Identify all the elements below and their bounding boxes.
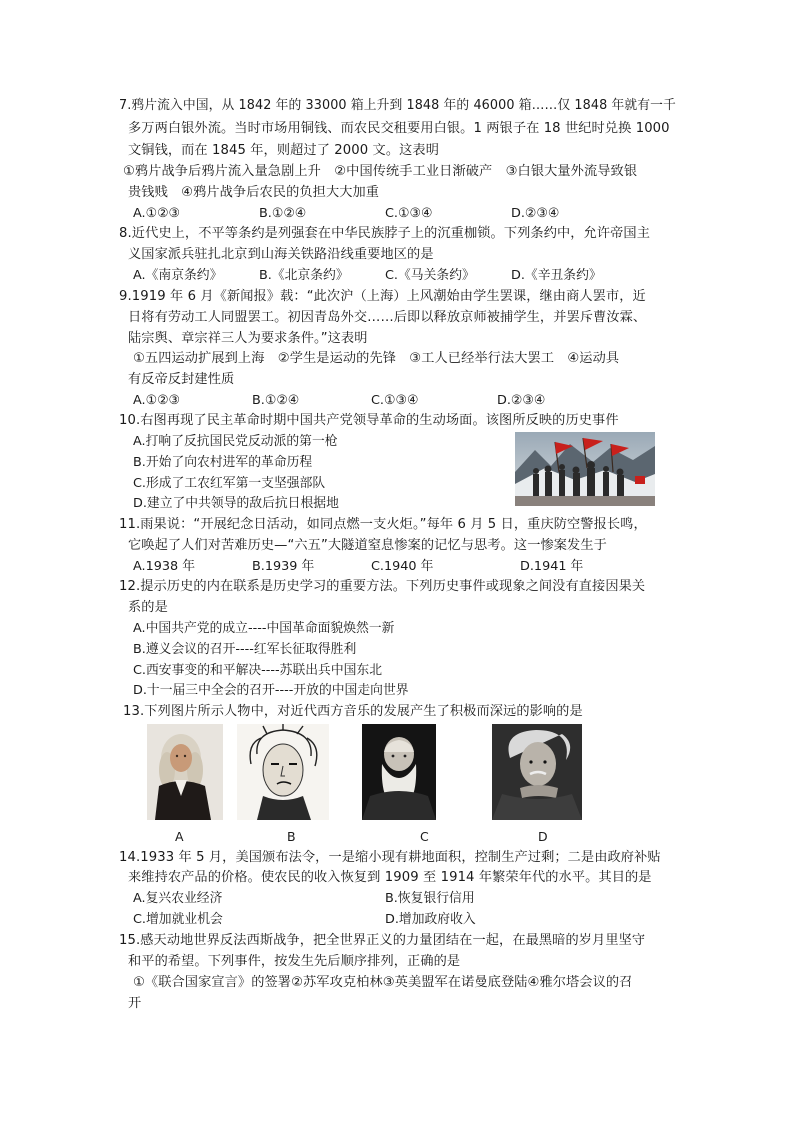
q11-option-b: B.1939 年	[252, 559, 315, 574]
q9-option-c: C.①③④	[371, 393, 419, 408]
q9-line-2: 日将有劳动工人同盟罢工。初因青岛外交……后即以释放京师被捕学生，并罢斥曹汝霖、	[128, 310, 647, 325]
q7-line-4: ①鸦片战争后鸦片流入量急剧上升 ②中国传统手工业日渐破产 ③白银大量外流导致银	[123, 164, 638, 179]
q10-option-d: D.建立了中共领导的敌后抗日根据地	[133, 496, 339, 511]
q8-option-c: C.《马关条约》	[385, 268, 475, 283]
q8-option-a: A.《南京条约》	[133, 268, 223, 283]
q14-option-d: D.增加政府收入	[385, 912, 476, 927]
q12-line-2: 系的是	[128, 600, 168, 615]
q15-line-1: 15.感天动地世界反法西斯战争，把全世界正义的力量团结在一起，在最黑暗的岁月里坚守	[119, 933, 646, 948]
q10-option-c: C.形成了工农红军第一支坚强部队	[133, 476, 326, 491]
q11-line-2: 它唤起了人们对苦难历史—“六五”大隧道窒息惨案的记忆与思考。这一惨案发生于	[128, 538, 607, 553]
q7-option-b: B.①②④	[259, 206, 307, 221]
q13-caption-c: C	[420, 829, 429, 844]
q13-portrait-a	[147, 724, 223, 820]
q13-caption-d: D	[538, 829, 548, 844]
q12-option-c: C.西安事变的和平解决----苏联出兵中国东北	[133, 663, 383, 678]
q10-option-b: B.开始了向农村进军的革命历程	[133, 455, 313, 470]
q9-line-4: ①五四运动扩展到上海 ②学生是运动的先锋 ③工人已经举行法大罢工 ④运动具	[133, 351, 620, 366]
q14-line-2: 来维持农产品的价格。使农民的收入恢复到 1909 至 1914 年繁荣年代的水平。其目的是	[128, 870, 652, 885]
q9-line-3: 陆宗舆、章宗祥三人为要求条件。”这表明	[128, 331, 368, 346]
q14-line-1: 14.1933 年 5 月，美国颁布法令，一是缩小现有耕地面积，控制生产过剩；二是由政府补贴	[119, 850, 661, 865]
q13-portrait-c	[362, 724, 436, 820]
q12-option-b: B.遵义会议的召开----红军长征取得胜利	[133, 642, 357, 657]
q7-line-2: 多万两白银外流。当时市场用铜钱、而农民交租要用白银。1 两银子在 18 世纪时兑换 1000	[128, 121, 670, 136]
q9-option-b: B.①②④	[252, 393, 300, 408]
q13-portrait-d	[492, 724, 582, 820]
q12-line-1: 12.提示历史的内在联系是历史学习的重要方法。下列历史事件或现象之间没有直接因果关	[119, 579, 646, 594]
q11-line-1: 11.雨果说：“开展纪念日活动，如同点燃一支火炬。”每年 6 月 5 日，重庆防空警报长鸣，	[119, 517, 647, 532]
q13-portrait-b	[237, 724, 329, 820]
q7-option-c: C.①③④	[385, 206, 433, 221]
q9-option-d: D.②③④	[497, 393, 546, 408]
q8-line-2: 义国家派兵驻扎北京到山海关铁路沿线重要地区的是	[128, 247, 434, 262]
q11-option-c: C.1940 年	[371, 559, 434, 574]
q9-line-5: 有反帝反封建性质	[128, 372, 235, 387]
q15-line-3: ①《联合国家宣言》的签署②苏军攻克柏林③英美盟军在诺曼底登陆④雅尔塔会议的召	[133, 975, 633, 990]
q7-line-3: 文铜钱，而在 1845 年，则超过了 2000 文。这表明	[128, 143, 439, 158]
q13-caption-b: B	[287, 829, 296, 844]
q10-option-a: A.打响了反抗国民党反动派的第一枪	[133, 434, 338, 449]
q8-option-b: B.《北京条约》	[259, 268, 349, 283]
q15-line-2: 和平的希望。下列事件，按发生先后顺序排列，正确的是	[128, 954, 461, 969]
q11-option-d: D.1941 年	[520, 559, 584, 574]
q7-option-d: D.②③④	[511, 206, 560, 221]
q12-option-a: A.中国共产党的成立----中国革命面貌焕然一新	[133, 621, 395, 636]
q9-line-1: 9.1919 年 6 月《新闻报》载：“此次沪（上海）上风潮始由学生罢课，继由商人罢市，近	[119, 289, 646, 304]
q9-option-a: A.①②③	[133, 393, 181, 408]
q14-option-c: C.增加就业机会	[133, 912, 223, 927]
q13-line-1: 13.下列图片所示人物中，对近代西方音乐的发展产生了积极而深远的影响的是	[123, 704, 583, 719]
q15-line-4: 开	[128, 996, 142, 1011]
q10-line-1: 10.右图再现了民主革命时期中国共产党领导革命的生动场面。该图所反映的历史事件	[119, 413, 619, 428]
q10-revolution-painting	[515, 432, 655, 506]
q14-option-b: B.恢复银行信用	[385, 891, 475, 906]
q7-line-1: 7.鸦片流入中国，从 1842 年的 33000 箱上升到 1848 年的 46000 箱……仅 1848 年就有一千	[119, 98, 676, 113]
q8-line-1: 8.近代史上，不平等条约是列强套在中华民族脖子上的沉重枷锁。下列条约中，允许帝国主	[119, 226, 650, 241]
q8-option-d: D.《辛丑条约》	[511, 268, 602, 283]
q14-option-a: A.复兴农业经济	[133, 891, 223, 906]
q12-option-d: D.十一届三中全会的召开----开放的中国走向世界	[133, 683, 409, 698]
q11-option-a: A.1938 年	[133, 559, 196, 574]
q7-option-a: A.①②③	[133, 206, 181, 221]
q13-caption-a: A	[175, 829, 184, 844]
q7-line-5: 贵钱贱 ④鸦片战争后农民的负担大大加重	[128, 185, 380, 200]
